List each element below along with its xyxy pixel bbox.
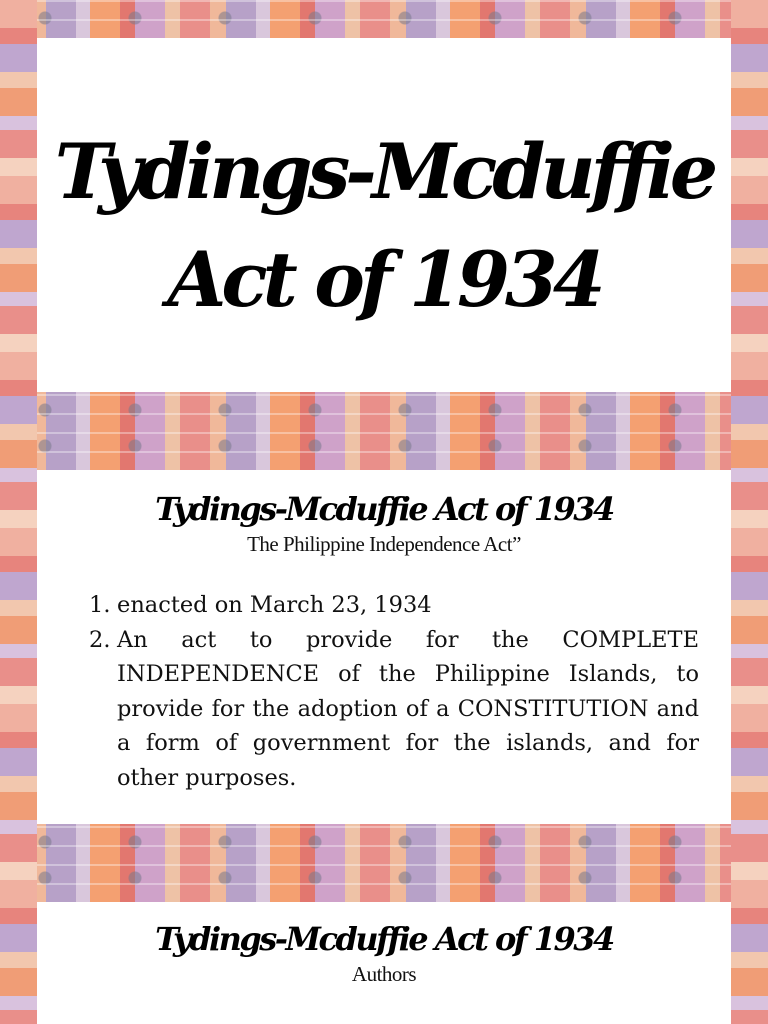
banknote-border-left (0, 0, 37, 1024)
slide-overview (37, 470, 731, 824)
title-line-1: Tydings-Mcduffie (54, 127, 714, 216)
facts-list (89, 588, 699, 795)
slide-authors (37, 902, 731, 1024)
list-item-text: enacted on March 23, 1934 (117, 592, 432, 618)
slide-authors-heading: Tydings-Mcduffie Act of 1934 (155, 920, 613, 958)
title-line-2: Act of 1934 (167, 235, 601, 324)
banknote-border-right (731, 0, 768, 1024)
list-item-text: An act to provide for the COMPLETE INDEPENDENCE of the Philippine Islands, to provide for the adoption of a CONSTITUTION and a form of government for the islands, and for other purposes. (117, 626, 699, 791)
list-item-number: 2. (89, 626, 111, 653)
slide-title (37, 38, 731, 392)
slide-overview-heading: Tydings-Mcduffie Act of 1934 (155, 490, 613, 528)
slide-authors-subtitle: Authors (351, 962, 417, 986)
banknote-border-middle-2 (0, 824, 768, 902)
slide-title-heading (37, 118, 731, 334)
list-item-number: 1. (89, 592, 111, 618)
list-item (89, 588, 699, 623)
banknote-border-middle-1 (0, 392, 768, 470)
banknote-border-top (0, 0, 768, 38)
slide-overview-subtitle: The Philippine Independence Act” (247, 532, 521, 556)
list-item (89, 623, 699, 796)
